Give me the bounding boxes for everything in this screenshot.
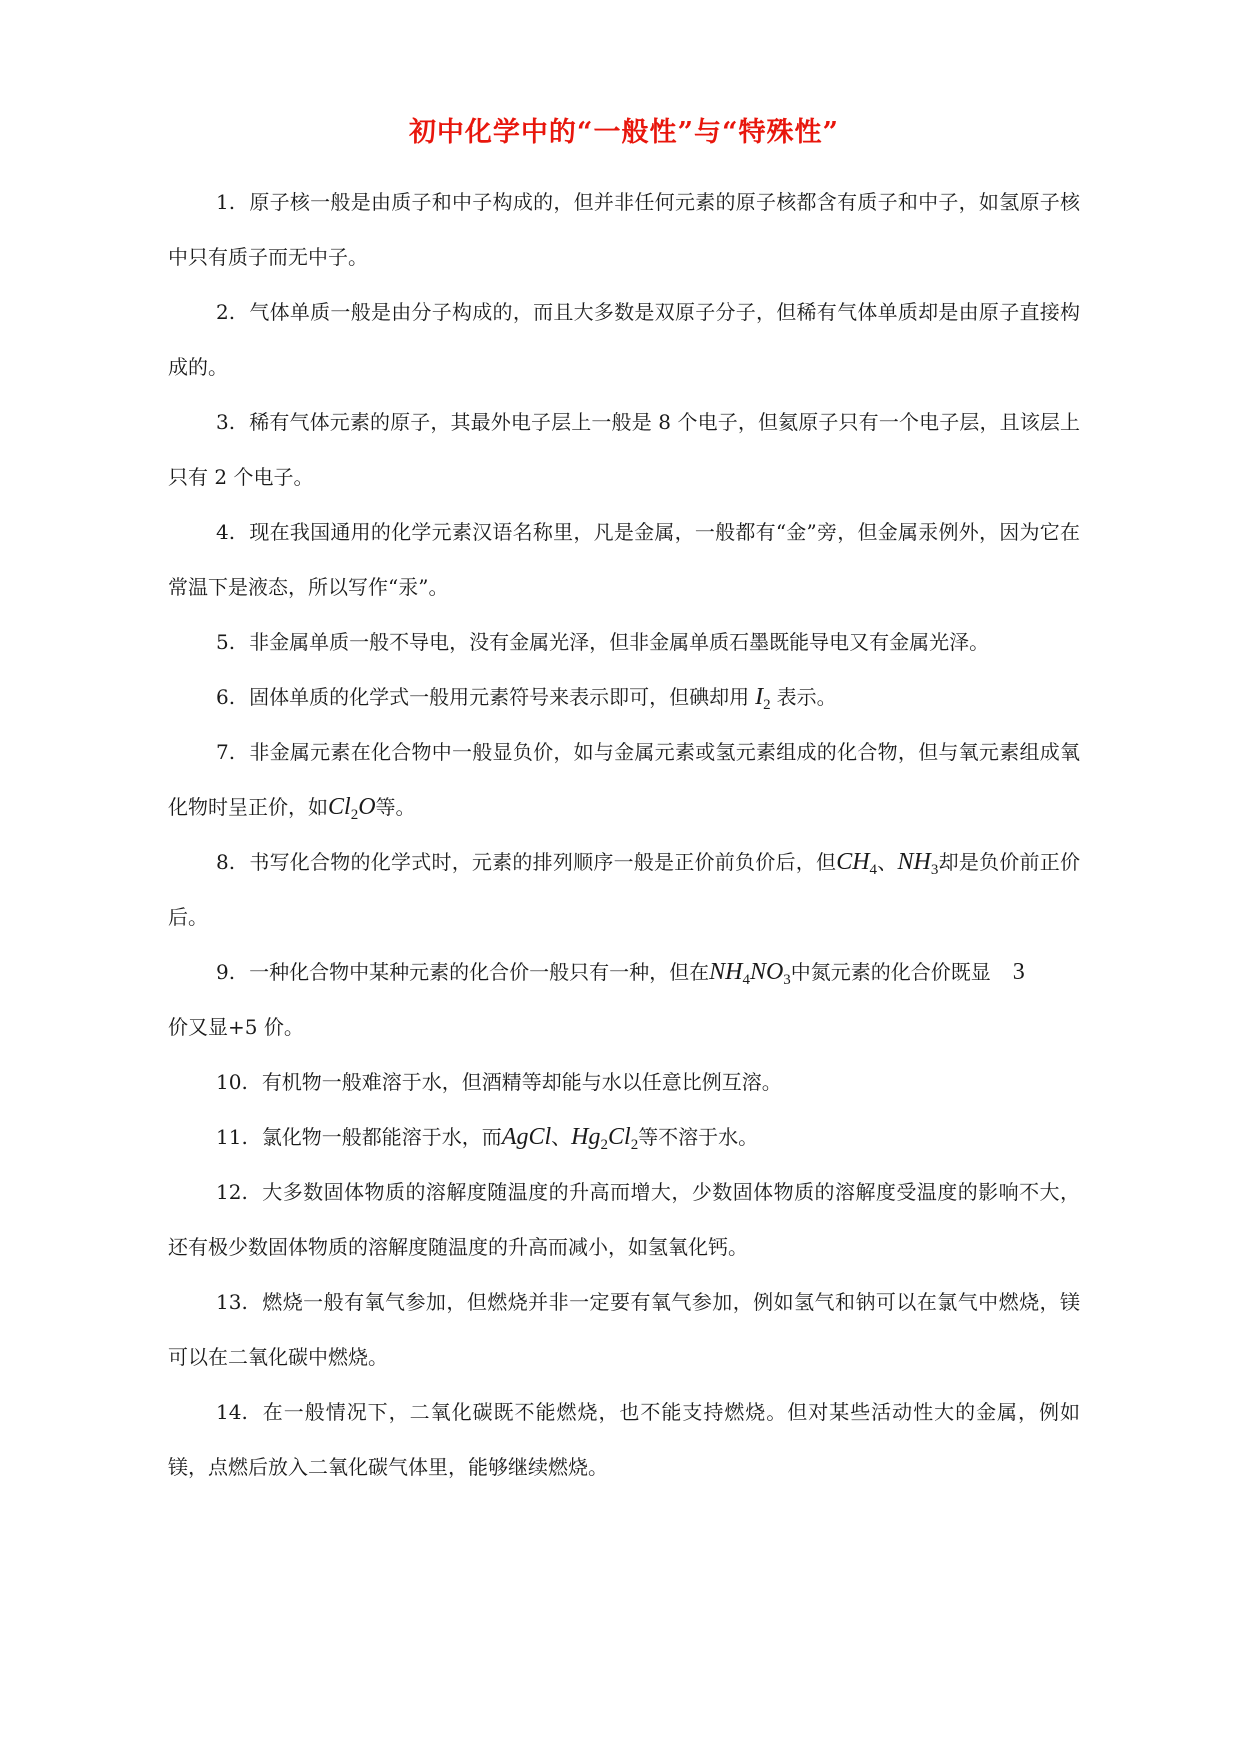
item-text: 原子核一般是由质子和中子构成的，但并非任何元素的原子核都含有质子和中子，如氢原子核中只有质子而无中子。 xyxy=(168,190,1080,269)
item-text: 非金属单质一般不导电，没有金属光泽，但非金属单质石墨既能导电又有金属光泽。 xyxy=(249,630,990,654)
item-number: 2. xyxy=(216,300,236,324)
list-item-6 xyxy=(168,670,1080,725)
formula-nh4no3: $NH_4NO_3$ xyxy=(709,959,791,988)
list-item-2 xyxy=(168,285,1080,395)
item-text-before: 书写化合物的化学式时，元素的排列顺序一般是正价前负价后，但 xyxy=(249,850,837,874)
separator: 、 xyxy=(877,850,898,874)
item-number: 12. xyxy=(216,1180,248,1204)
item-text: 稀有气体元素的原子，其最外电子层上一般是 8 个电子，但氦原子只有一个电子层，且该层上只有 2 个电子。 xyxy=(168,410,1080,489)
list-item-5 xyxy=(168,615,1080,670)
item-number: 5. xyxy=(216,630,236,654)
list-item-14 xyxy=(168,1385,1080,1495)
item-number: 14. xyxy=(216,1400,248,1424)
item-number: 8. xyxy=(216,850,236,874)
item-text-mid: 中氮元素的化合价既显 xyxy=(790,960,991,984)
list-item-12 xyxy=(168,1165,1080,1275)
list-item-4 xyxy=(168,505,1080,615)
list-item-10 xyxy=(168,1055,1080,1110)
item-number: 13. xyxy=(216,1290,248,1314)
formula-cl2o: $Cl_2O$ xyxy=(328,794,376,823)
item-text: 有机物一般难溶于水，但酒精等却能与水以任意比例互溶。 xyxy=(261,1070,782,1094)
item-number: 11. xyxy=(216,1125,248,1149)
item-number: 10. xyxy=(216,1070,248,1094)
item-number: 6. xyxy=(216,685,236,709)
item-text: 气体单质一般是由分子构成的，而且大多数是双原子分子，但稀有气体单质却是由原子直接构成的。 xyxy=(168,300,1080,379)
item-text: 大多数固体物质的溶解度随温度的升高而增大，少数固体物质的溶解度受温度的影响不大，还有极少数固体物质的溶解度随温度的升高而减小，如氢氧化钙。 xyxy=(168,1180,1080,1259)
separator: 、 xyxy=(551,1125,572,1149)
item-number: 7. xyxy=(216,740,236,764)
item-number: 1. xyxy=(216,190,236,214)
item-text: 燃烧一般有氧气参加，但燃烧并非一定要有氧气参加，例如氢气和钠可以在氯气中燃烧，镁可以在二氧化碳中燃烧。 xyxy=(168,1290,1080,1369)
document-page xyxy=(168,110,1080,1495)
item-number: 4. xyxy=(216,520,236,544)
item-text-after: 等。 xyxy=(375,795,416,819)
item-text-before: 一种化合物中某种元素的化合价一般只有一种，但在 xyxy=(249,960,710,984)
item-text-before: 固体单质的化学式一般用元素符号来表示即可，但碘却用 xyxy=(249,685,750,709)
list-item-7 xyxy=(168,725,1080,835)
valence-value: 3 xyxy=(1012,959,1025,985)
item-text: 现在我国通用的化学元素汉语名称里，凡是金属，一般都有“金”旁，但金属汞例外，因为它在常温下是液态，所以写作“汞”。 xyxy=(168,520,1080,599)
formula-hg2cl2: $Hg_2Cl_2$ xyxy=(571,1124,639,1153)
item-text-after: 表示。 xyxy=(776,685,837,709)
list-item-9 xyxy=(168,945,1080,1055)
list-item-8 xyxy=(168,835,1080,945)
item-text-after: 却是负价前正价后。 xyxy=(168,850,1081,929)
item-text-after: 等不溶于水。 xyxy=(638,1125,759,1149)
formula-ch4: $CH_4$ xyxy=(836,849,878,878)
item-text-before: 非金属元素在化合物中一般显负价，如与金属元素或氢元素组成的化合物，但与氧元素组成氧化物时呈正价，如 xyxy=(168,740,1080,819)
formula-nh3: $NH_3$ xyxy=(897,849,939,878)
list-item-11 xyxy=(168,1110,1080,1165)
formula-agcl: AgCl xyxy=(501,1124,552,1150)
formula-i2: $I_2$ xyxy=(755,684,771,713)
item-number: 3. xyxy=(216,410,236,434)
item-text-after: 价又显+5 价。 xyxy=(168,1015,304,1039)
list-item-1 xyxy=(168,175,1080,285)
list-item-13 xyxy=(168,1275,1080,1385)
document-title: 初中化学中的“一般性”与“特殊性” xyxy=(408,117,840,148)
item-text-before: 氯化物一般都能溶于水，而 xyxy=(261,1125,502,1149)
list-item-3 xyxy=(168,395,1080,505)
item-number: 9. xyxy=(216,960,236,984)
item-text: 在一般情况下，二氧化碳既不能燃烧，也不能支持燃烧。但对某些活动性大的金属，例如镁，点燃后放入二氧化碳气体里，能够继续燃烧。 xyxy=(168,1400,1080,1479)
